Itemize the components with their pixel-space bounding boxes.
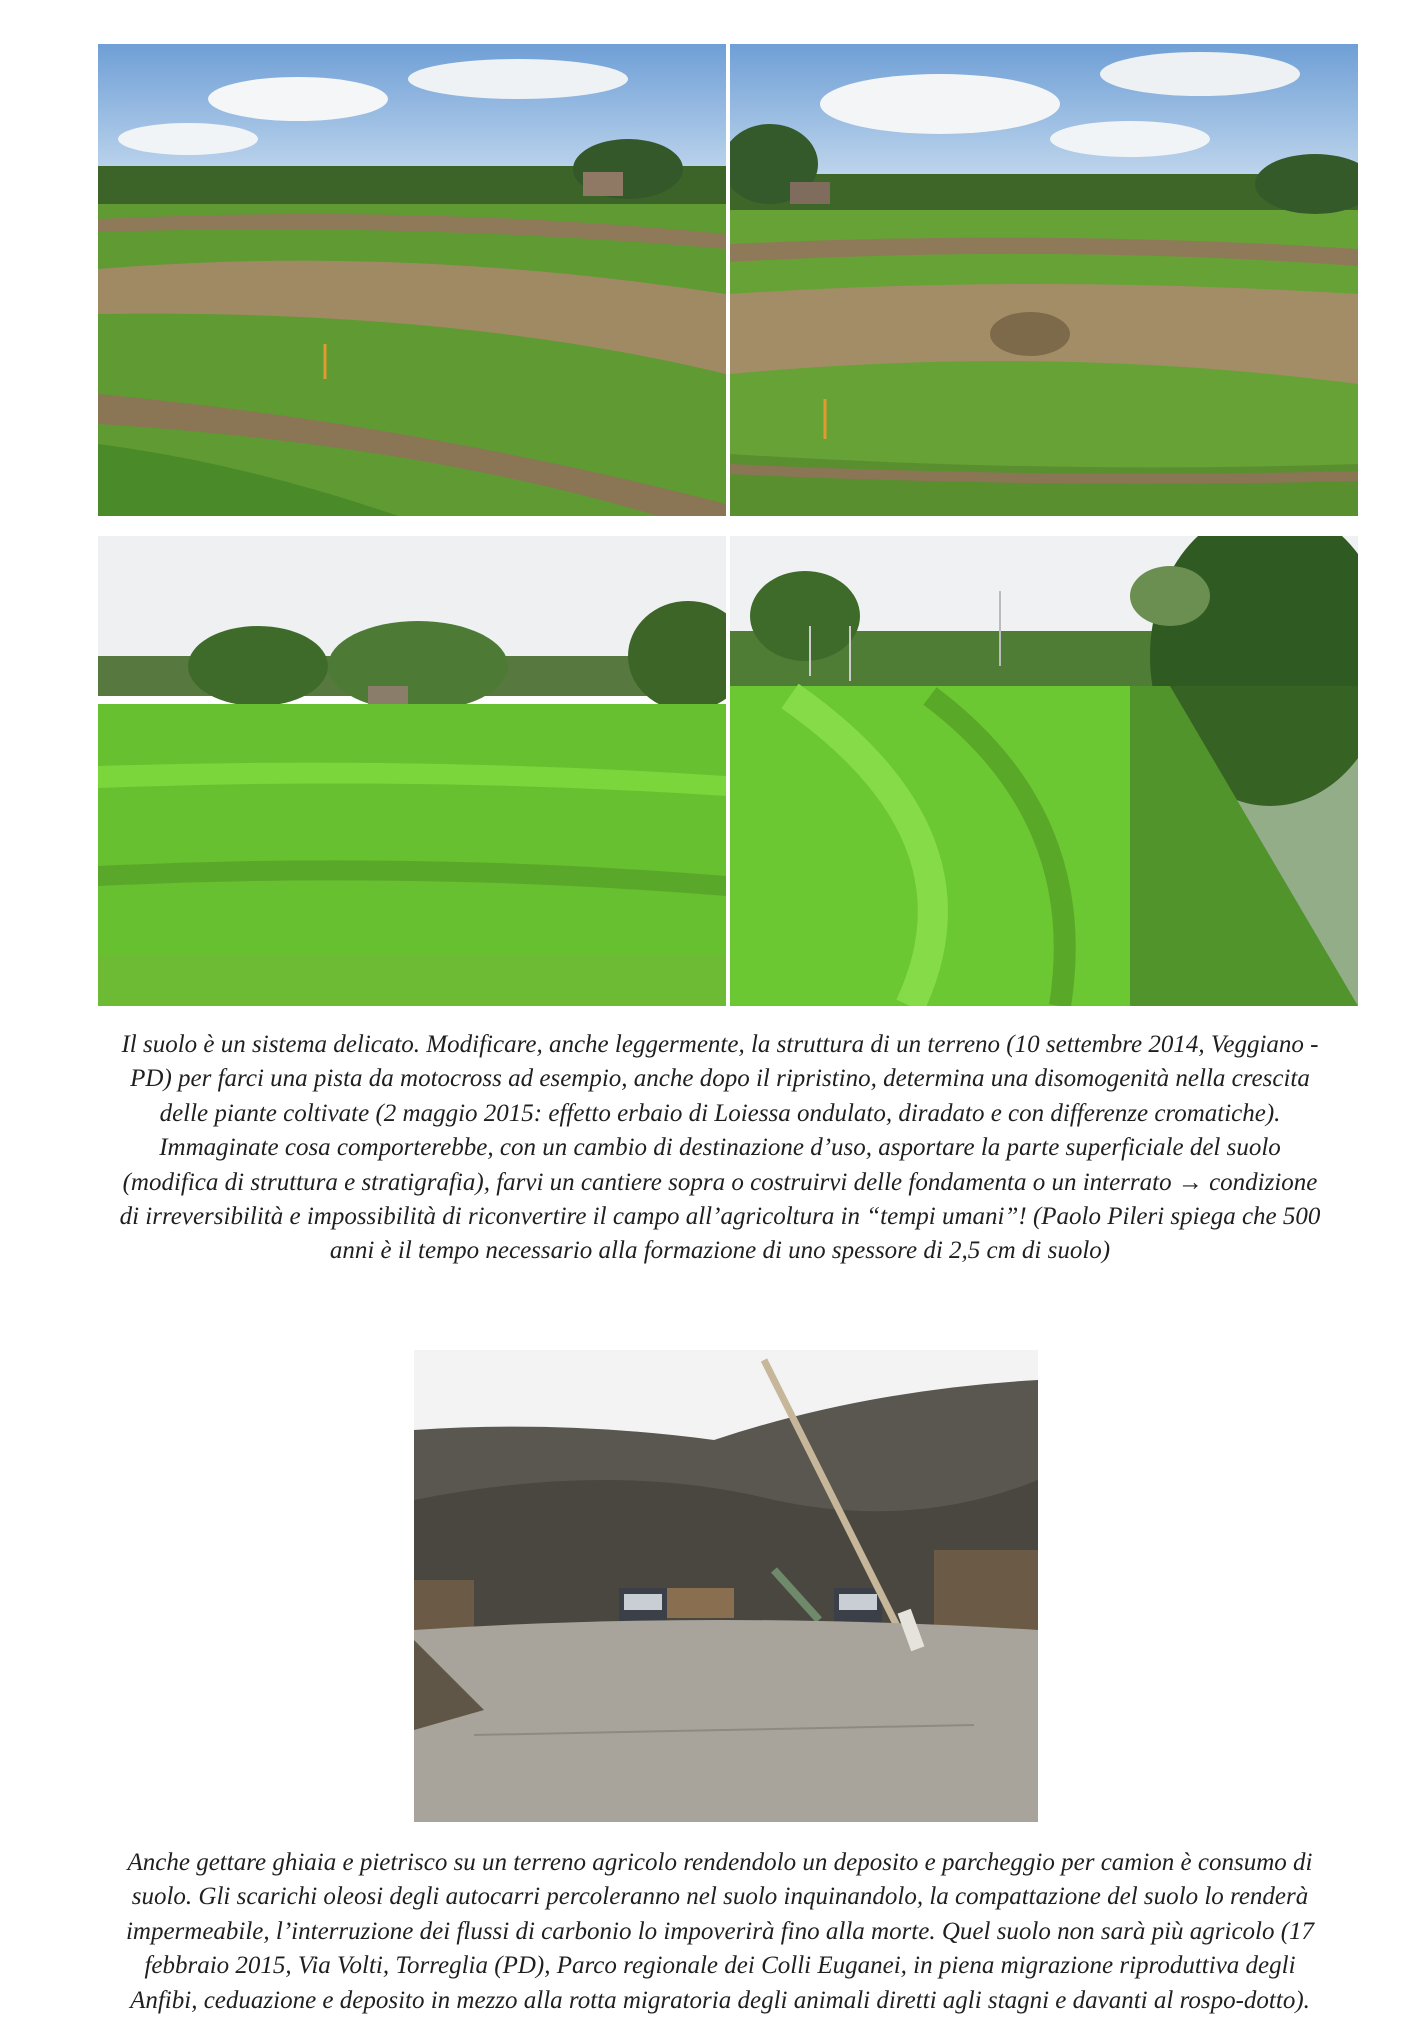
caption-line: Anche gettare ghiaia e pietrisco su un terreno agricolo rendendolo un deposito e parcheggio per camion è consumo di (127, 1849, 1313, 1876)
caption-line: suolo. Gli scarichi oleosi degli autocarri percoleranno nel suolo inquinandolo, la compattazione del suolo lo renderà (131, 1883, 1309, 1911)
caption-soil-fragility (50, 1028, 1390, 1269)
caption-line: Il suolo è un sistema delicato. Modificare, anche leggermente, la struttura di un terreno (10 settembre 2014, Veggiano - (121, 1031, 1319, 1058)
caption-line: anni è il tempo necessario alla formazione di uno spessore di 2,5 cm di suolo) (329, 1237, 1111, 1265)
photo-regrown-field-right (730, 536, 1358, 1006)
caption-gravel-deposit (50, 1846, 1390, 2018)
caption-line: di irreversibilità e impossibilità di riconvertire il campo all’agricoltura in “tempi umani”! (Paolo Pileri spiega che 500 (119, 1203, 1321, 1231)
caption-line: (modifica di struttura e stratigrafia), farvi un cantiere sopra o costruirvi delle fondamenta o un interrato → condizione (122, 1168, 1318, 1196)
caption-line: delle piante coltivate (2 maggio 2015: effetto erbaio di Loiessa ondulato, diradato e con differenze cromatiche). (159, 1099, 1281, 1127)
photo-regrown-field-left (98, 536, 726, 1006)
caption-line: febbraio 2015, Via Volti, Torreglia (PD), Parco regionale dei Colli Euganei, in piena migrazione riproduttiva degli (144, 1952, 1296, 1980)
photo-motocross-track-left (98, 44, 726, 516)
caption-line: impermeabile, l’interruzione dei flussi di carbonio lo impoverirà fino alla morte. Quel suolo non sarà più agricolo (17 (125, 1917, 1315, 1945)
caption-line: Immaginate cosa comporterebbe, con un cambio di destinazione d’uso, asportare la parte superficiale del suolo (159, 1134, 1281, 1162)
caption-line: PD) per farci una pista da motocross ad esempio, anche dopo il ripristino, determina una disomogenità nella crescita (130, 1065, 1310, 1093)
photo-motocross-track-right (730, 44, 1358, 516)
photo-gravel-truck-depot (414, 1350, 1038, 1822)
caption-line: Anfibi, ceduazione e deposito in mezzo alla rotta migratoria degli animali diretti agli stagni e davanti al rospo-dotto). (130, 1986, 1310, 2014)
